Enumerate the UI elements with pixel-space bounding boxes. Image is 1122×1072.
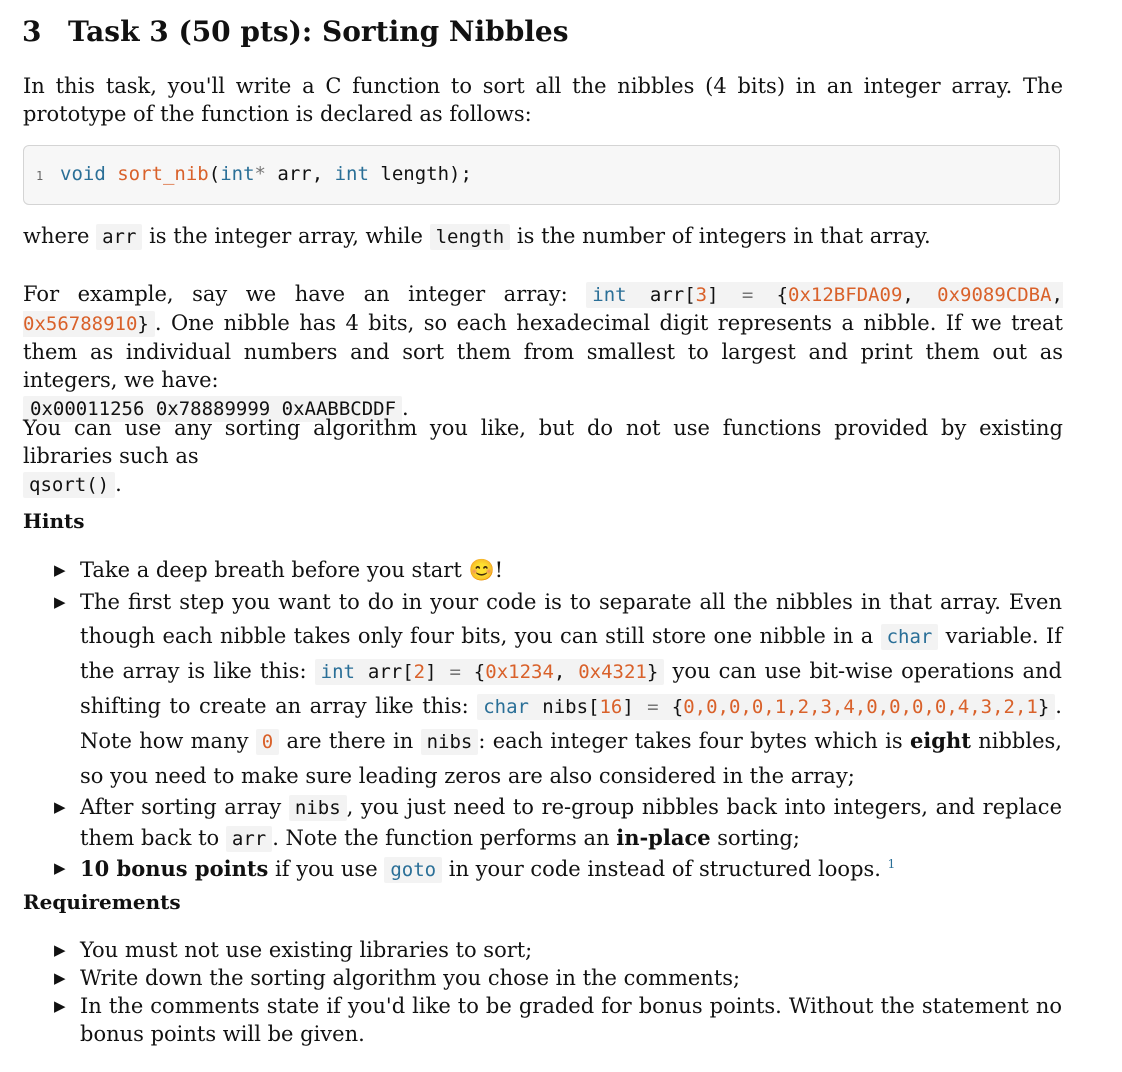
code-token: ] xyxy=(425,661,450,683)
hints-heading: Hints xyxy=(23,509,85,533)
ret-type: void xyxy=(60,163,106,185)
code-token: 0x9089CDBA xyxy=(937,284,1052,306)
prototype-code-block xyxy=(23,145,1060,205)
code-token: arr[ xyxy=(626,284,696,306)
pointer-star: * xyxy=(254,163,266,185)
bold-eight: eight xyxy=(909,728,971,753)
code-token: , xyxy=(902,284,938,306)
example-paragraph xyxy=(23,280,1063,423)
hint-text: . Note the function performs an xyxy=(272,826,617,850)
hint-text: After sorting array xyxy=(80,795,289,819)
hint-text: . Note how many xyxy=(80,694,1062,753)
requirements-list xyxy=(52,936,1062,1048)
bullet-icon: ▶ xyxy=(54,859,66,877)
list-item xyxy=(52,854,1062,885)
code-token: = xyxy=(741,284,754,306)
arg2-name: length); xyxy=(368,163,472,185)
bold-in-place: in-place xyxy=(616,825,711,850)
fn-name: sort_nib xyxy=(117,163,209,185)
arg1-name: arr, xyxy=(265,163,335,185)
arg2-type: int xyxy=(334,163,369,185)
sorting-text: . xyxy=(115,472,122,496)
list-item xyxy=(52,793,1062,854)
code-token: { xyxy=(460,661,486,683)
example-text: . xyxy=(154,311,162,335)
hint-text: you can use bit-wise operations and shifting to create an array like xyxy=(80,659,1062,718)
section-heading xyxy=(22,14,569,50)
inline-code-arr: arr xyxy=(226,826,272,852)
bullet-icon: ▶ xyxy=(54,593,66,611)
intro-text: In this task, you'll write a C function to sort all the nibbles (4 bits) in an integer array. The prototype of the function is declared as follows: xyxy=(23,74,1063,126)
hint-text: sorting; xyxy=(710,826,800,850)
code-token: 3 xyxy=(695,284,708,306)
hint-text: ! xyxy=(494,558,504,582)
section-number: 3 xyxy=(22,15,42,48)
hint-text: are there in xyxy=(279,729,414,753)
bullet-icon: ▶ xyxy=(54,941,66,959)
code-token: } xyxy=(1037,696,1050,718)
footnote-link[interactable]: 1 xyxy=(887,857,896,871)
hint-text: Take a deep breath before you start xyxy=(80,558,469,582)
section-title: Task 3 (50 pts): Sorting Nibbles xyxy=(68,15,569,48)
hint-text: if you use xyxy=(268,857,385,881)
bullet-icon: ▶ xyxy=(54,798,66,816)
list-item xyxy=(52,936,1062,964)
code-token: 2 xyxy=(413,661,426,683)
code-token: int xyxy=(320,661,355,683)
code-token: 0x12BFDA09 xyxy=(788,284,903,306)
hints-list xyxy=(52,555,1062,885)
code-token: 0x1234 xyxy=(485,661,554,683)
list-item xyxy=(52,964,1062,992)
code-token: 16 xyxy=(599,696,623,718)
requirement-text: You must not use existing libraries to sort; xyxy=(80,938,533,962)
requirements-heading: Requirements xyxy=(23,890,181,914)
inline-code-char: char xyxy=(881,624,939,650)
code-token: = xyxy=(449,661,461,683)
code-token: { xyxy=(658,696,684,718)
code-token: , xyxy=(553,661,579,683)
inline-code-length: length xyxy=(430,224,511,250)
hint-text: variable. If the array is like this: xyxy=(80,624,1063,683)
prototype-code xyxy=(60,160,472,188)
paren: ( xyxy=(208,163,221,185)
code-token: 0x56788910 xyxy=(23,313,138,335)
inline-code-nibs-decl xyxy=(477,694,1055,720)
example-text: . xyxy=(402,396,409,420)
inline-code-goto: goto xyxy=(384,857,442,883)
code-token: 0,0,0,0,1,2,3,4,0,0,0,0,4,3,2,1 xyxy=(683,696,1038,718)
code-token: ] xyxy=(707,284,742,306)
where-text: where xyxy=(23,224,97,248)
code-token: } xyxy=(137,313,149,335)
hint-text: nibbles, so you need to make sure leading zeros are also considered in the array; xyxy=(80,729,1062,788)
inline-code-qsort: qsort() xyxy=(23,472,115,498)
hint-text: this: xyxy=(422,694,478,718)
smile-icon: 😊 xyxy=(468,558,495,582)
bullet-icon: ▶ xyxy=(54,969,66,987)
code-token: , xyxy=(1051,284,1063,306)
where-paragraph xyxy=(23,222,1063,251)
bold-bonus: 10 bonus points xyxy=(80,856,269,881)
example-text: One nibble has 4 bits, so each hexadecimal digit represents a nibble. If we treat them as individual numbers and sort them from smallest to largest and print them out as integers, we have: xyxy=(23,311,1063,392)
code-token: arr[ xyxy=(355,661,414,683)
where-text: is the number of integers in that array. xyxy=(510,224,931,248)
sorting-paragraph xyxy=(23,414,1063,499)
list-item xyxy=(52,992,1062,1048)
inline-code-nibs: nibs xyxy=(421,729,479,755)
example-text: For example, say we have an integer array: xyxy=(23,282,587,306)
code-token: int xyxy=(592,284,627,306)
requirement-text: Write down the sorting algorithm you chose in the comments; xyxy=(80,966,741,990)
code-token: } xyxy=(646,661,659,683)
inline-code-nibs: nibs xyxy=(289,795,347,821)
code-token: ] xyxy=(622,696,648,718)
line-number: 1 xyxy=(36,169,44,183)
where-text: is the integer array, while xyxy=(142,224,430,248)
code-token: = xyxy=(647,696,659,718)
hint-text: : each integer takes four bytes which is xyxy=(478,729,910,753)
intro-paragraph xyxy=(23,72,1063,128)
code-token: nibs[ xyxy=(529,696,600,718)
inline-code-result: 0x00011256 0x78889999 0xAABBCDDF xyxy=(23,396,402,422)
inline-code-arr: arr xyxy=(96,224,142,250)
code-token: 0x4321 xyxy=(578,661,647,683)
list-item xyxy=(52,585,1062,793)
bullet-icon: ▶ xyxy=(54,561,66,579)
code-token: char xyxy=(483,696,529,718)
hint-text: The first step you want to do in your code is to separate all the nibbles in that array. Even though each nibble takes only four bits, you can still store one nibble in a xyxy=(80,590,1062,648)
code-token: { xyxy=(753,284,789,306)
sorting-text: You can use any sorting algorithm you like, but do not use functions provided by existing libraries such as xyxy=(23,416,1063,468)
hint-text: in your code instead of structured loops. xyxy=(442,857,888,881)
requirement-text: In the comments state if you'd like to be graded for bonus points. Without the statement no bonus points will be given. xyxy=(80,994,1062,1046)
inline-code-zero: 0 xyxy=(256,729,279,755)
bullet-icon: ▶ xyxy=(54,997,66,1015)
hint-text: , you just need to re-group nibbles back into integers, and replace them back to xyxy=(80,795,1062,850)
arg1-type: int xyxy=(220,163,255,185)
inline-code-arr2 xyxy=(315,659,665,685)
list-item xyxy=(52,555,1062,585)
